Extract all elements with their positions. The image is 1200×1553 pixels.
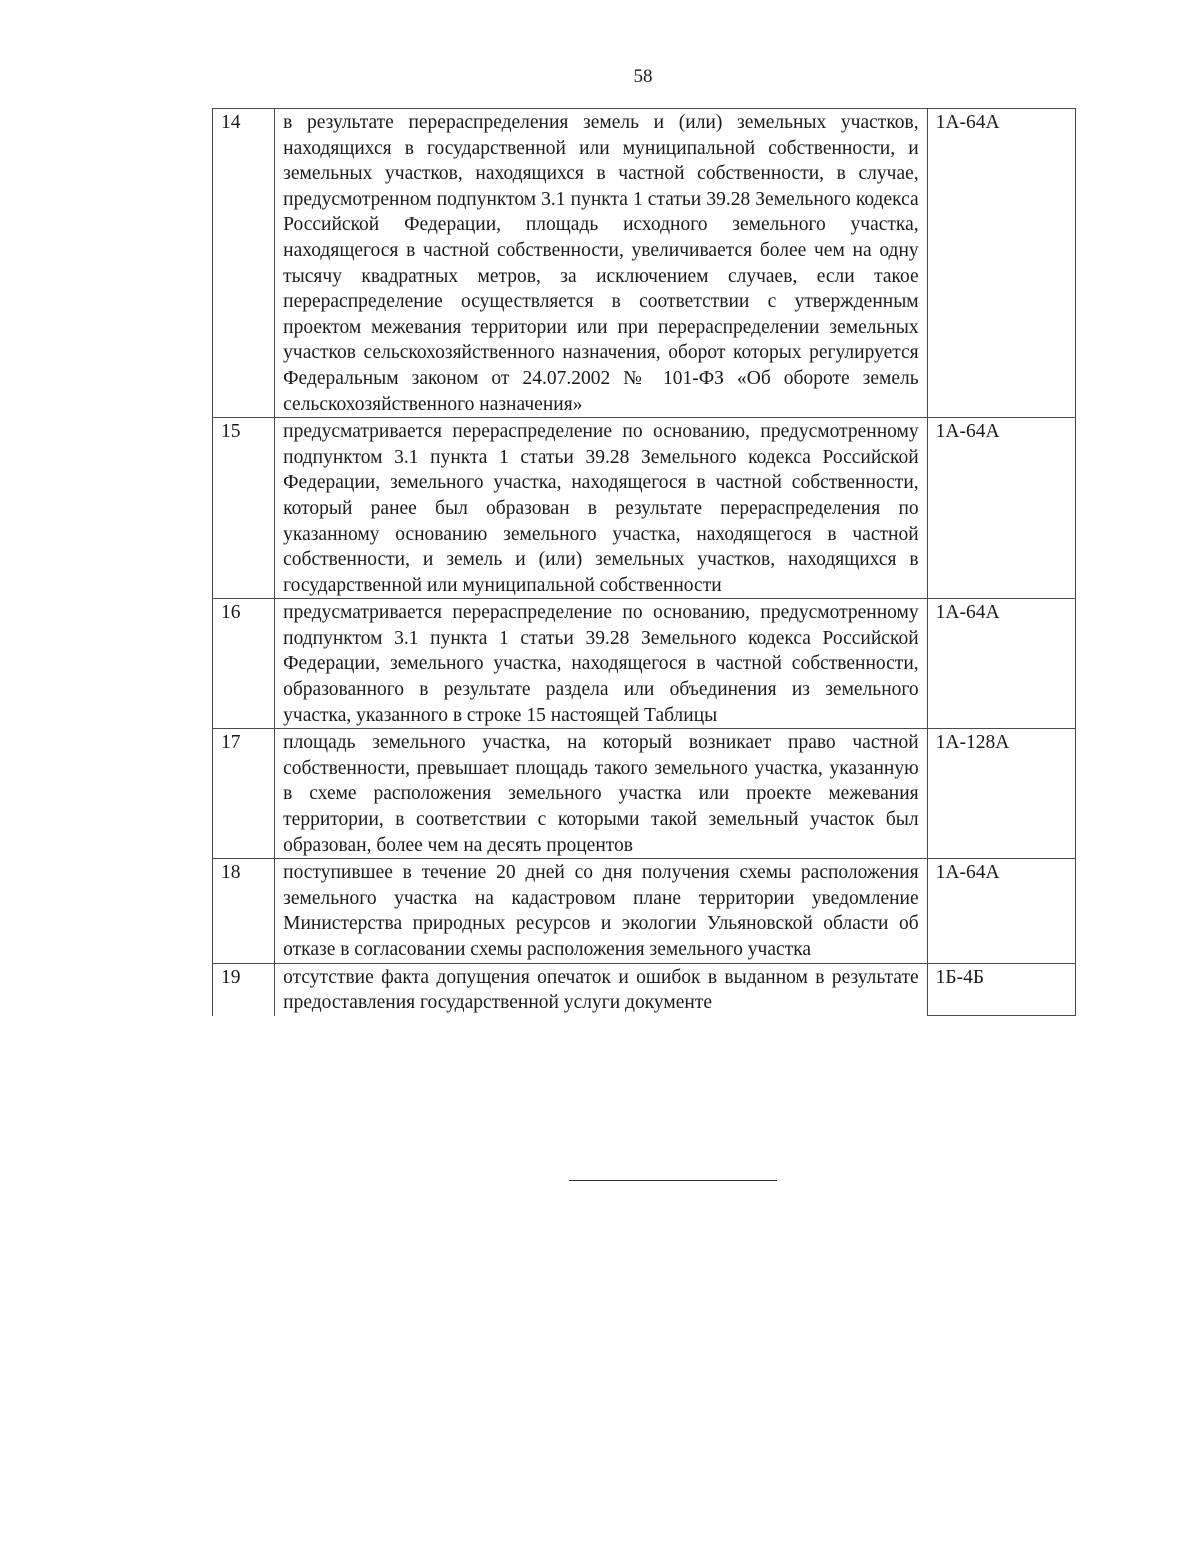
row-text: поступившее в течение 20 дней со дня получения схемы расположения земельного участка на кадастровом плане территории уведомление Министерства природных ресурсов и экологии Ульяновской области об отказе в согласовании схемы расположения земельного участка (275, 859, 928, 963)
table-row (213, 599, 1076, 729)
table-row (213, 109, 1076, 418)
row-number: 17 (213, 729, 275, 859)
table-row (213, 963, 1076, 1016)
grounds-table (212, 108, 1076, 1016)
table-row (213, 729, 1076, 859)
row-text: предусматривается перераспределение по основанию, предусмотренному подпунктом 3.1 пункта 1 статьи 39.28 Земельного кодекса Российской Федерации, земельного участка, находящегося в частной собственности, который ранее был образован в результате перераспределения по указанному основанию земельного участка, находящегося в частной собственности, и земель и (или) земельных участков, находящихся в государственной или муниципальной собственности (275, 418, 928, 599)
row-number: 14 (213, 109, 275, 418)
row-text: предусматривается перераспределение по основанию, предусмотренному подпунктом 3.1 пункта 1 статьи 39.28 Земельного кодекса Российской Федерации, земельного участка, находящегося в частной собственности, образованного в результате раздела или объединения из земельного участка, указанного в строке 15 настоящей Таблицы (275, 599, 928, 729)
page-number: 58 (633, 66, 653, 87)
row-number: 16 (213, 599, 275, 729)
row-code: 1А-128А (927, 729, 1075, 859)
row-code: 1А-64А (927, 109, 1075, 418)
row-text: отсутствие факта допущения опечаток и ошибок в выданном в результате предоставления государственной услуги документе (275, 963, 928, 1016)
table-row (213, 418, 1076, 599)
row-number: 15 (213, 418, 275, 599)
row-code: 1Б-4Б (927, 963, 1075, 1016)
table-row (213, 859, 1076, 963)
row-code: 1А-64А (927, 859, 1075, 963)
row-text: площадь земельного участка, на который возникает право частной собственности, превышает площадь такого земельного участка, указанную в схеме расположения земельного участка или проекте межевания территории, в соответствии с которыми такой земельный участок был образован, более чем на десять процентов (275, 729, 928, 859)
row-text: в результате перераспределения земель и (или) земельных участков, находящихся в государственной или муниципальной собственности, и земельных участков, находящихся в частной собственности, в случае, предусмотренном подпунктом 3.1 пункта 1 статьи 39.28 Земельного кодекса Российской Федерации, площадь исходного земельного участка, находящегося в частной собственности, увеличивается более чем на одну тысячу квадратных метров, за исключением случаев, если такое перераспределение осуществляется в соответствии с утвержденным проектом межевания территории или при перераспределении земельных участков сельскохозяйственного назначения, оборот которых регулируется Федеральным законом от 24.07.2002 № 101-ФЗ «Об обороте земель сельскохозяйственного назначения» (275, 109, 928, 418)
row-code: 1А-64А (927, 418, 1075, 599)
row-number: 18 (213, 859, 275, 963)
row-number: 19 (213, 963, 275, 1016)
row-code: 1А-64А (927, 599, 1075, 729)
footer-divider (569, 1180, 777, 1181)
